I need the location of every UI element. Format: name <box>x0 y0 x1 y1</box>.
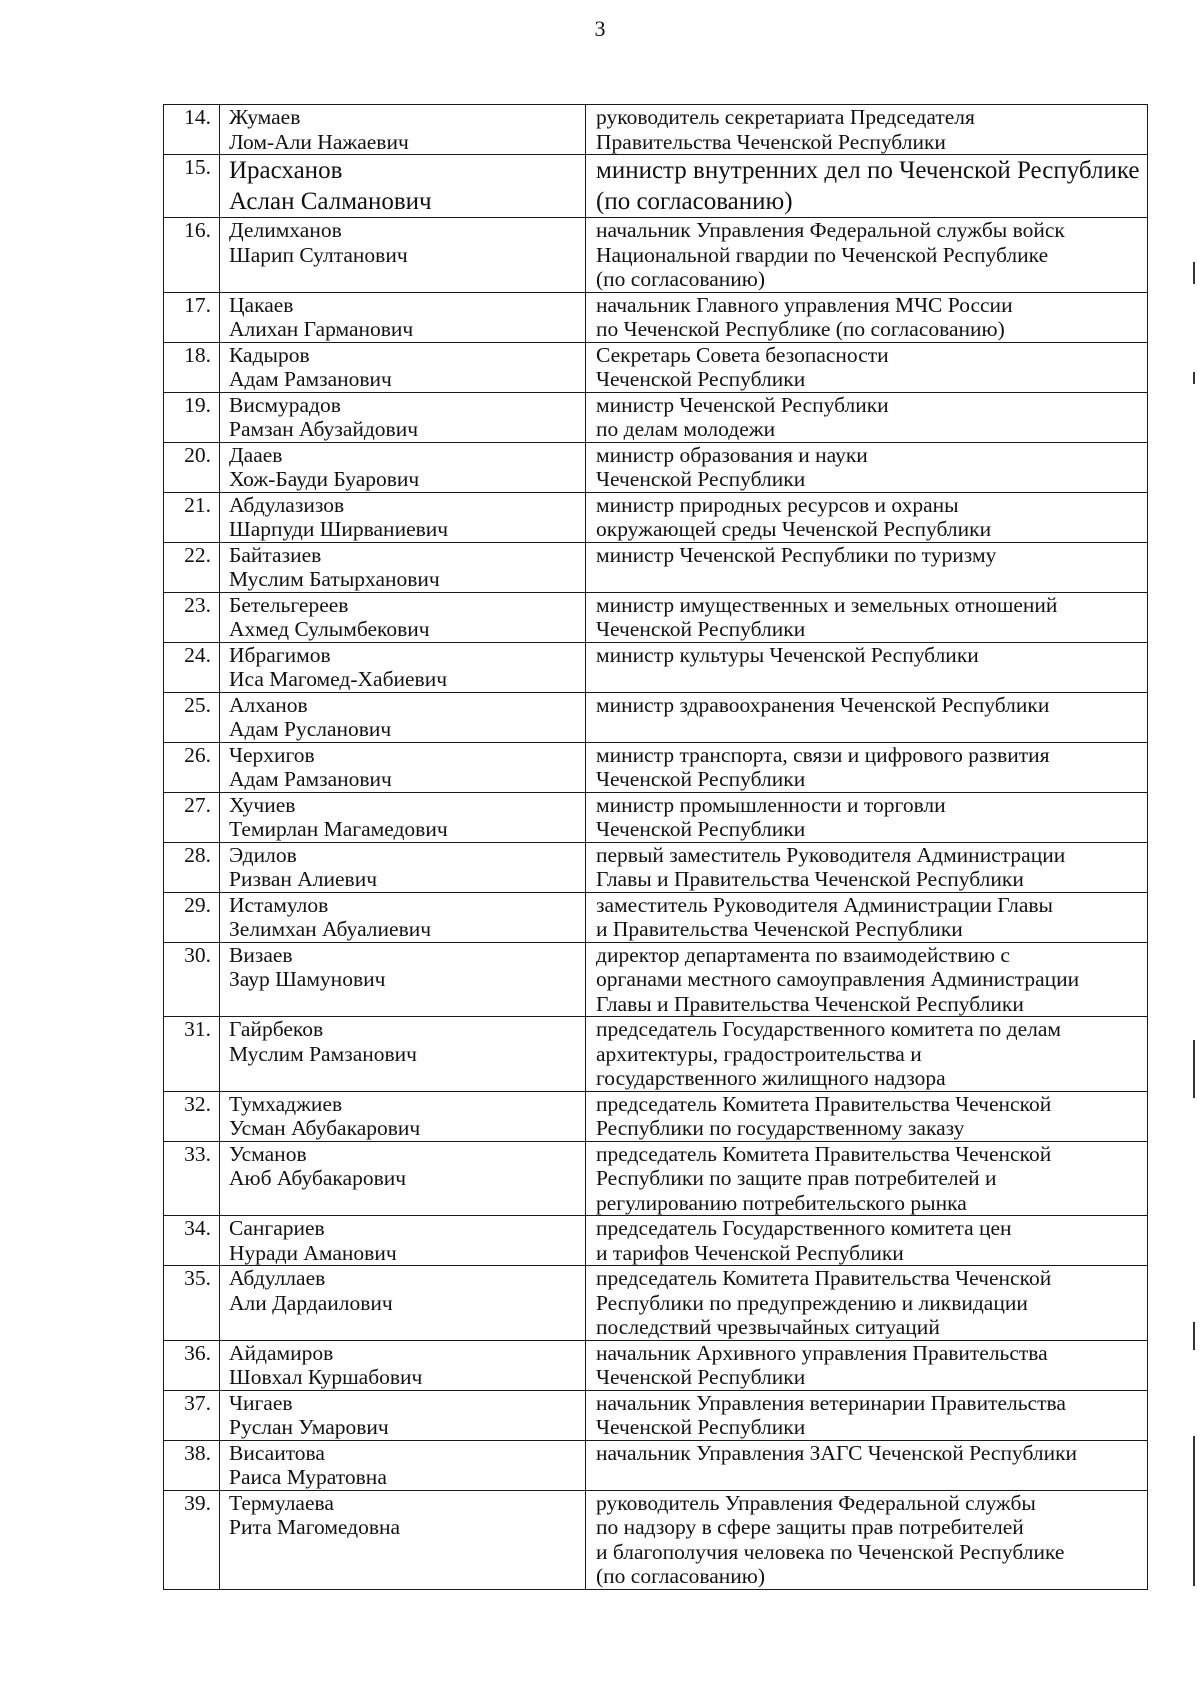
member-given-names: Ахмед Сулымбекович <box>229 617 430 641</box>
row-number: 33. <box>164 1141 220 1216</box>
position-line: начальник Главного управления МЧС России <box>596 292 1013 317</box>
member-surname: Цакаев <box>229 292 294 317</box>
member-name-cell <box>220 342 586 392</box>
position-line: министр имущественных и земельных отношений <box>596 592 1058 617</box>
table-row <box>164 492 1148 542</box>
member-position-cell <box>586 792 1148 842</box>
member-given-names: Рамзан Абузайдович <box>229 417 419 441</box>
position-line: начальник Управления ЗАГС Чеченской Республики <box>596 1440 1078 1465</box>
position-line: по делам молодежи <box>596 417 776 441</box>
row-number: 39. <box>164 1490 220 1589</box>
member-name-cell <box>220 1091 586 1141</box>
position-line: первый заместитель Руководителя Администрации <box>596 842 1066 867</box>
member-given-names: Аслан Салманович <box>229 188 432 215</box>
member-surname: Жумаев <box>229 105 301 129</box>
position-line: Республики по государственному заказу <box>596 1116 965 1140</box>
position-line: председатель Комитета Правительства Чеченской <box>596 1266 1052 1290</box>
member-position-cell <box>586 1340 1148 1390</box>
member-surname: Тумхаджиев <box>229 1091 343 1116</box>
member-given-names: Хож-Бауди Буарович <box>229 467 420 491</box>
member-given-names: Заур Шамунович <box>229 967 386 991</box>
table-row <box>164 1266 1148 1341</box>
member-name-cell <box>220 1390 586 1440</box>
position-line: органами местного самоуправления Администрации <box>596 967 1080 991</box>
member-given-names: Али Дардаилович <box>229 1290 393 1315</box>
member-position-cell <box>586 218 1148 293</box>
member-given-names: Рита Магомедовна <box>229 1515 401 1539</box>
member-given-names: Темирлан Магамедович <box>229 817 448 841</box>
member-given-names: Шовхал Куршабович <box>229 1365 423 1389</box>
member-position-cell <box>586 742 1148 792</box>
position-line: директор департамента по взаимодействию с <box>596 942 1010 967</box>
table-row <box>164 392 1148 442</box>
member-name-cell <box>220 155 586 218</box>
table-row <box>164 642 1148 692</box>
member-name-cell <box>220 1216 586 1266</box>
row-number: 28. <box>164 842 220 892</box>
member-name-cell <box>220 292 586 342</box>
member-position-cell <box>586 692 1148 742</box>
table-row <box>164 292 1148 342</box>
member-surname: Ибрагимов <box>229 642 331 667</box>
member-surname: Кадыров <box>229 342 310 367</box>
member-surname: Черхигов <box>229 742 315 767</box>
member-name-cell <box>220 392 586 442</box>
position-line: Секретарь Совета безопасности <box>596 342 889 367</box>
position-line: Чеченской Республики <box>596 617 806 641</box>
member-surname: Истамулов <box>229 892 329 917</box>
position-line: Чеченской Республики <box>596 1415 806 1439</box>
table-row <box>164 1440 1148 1490</box>
row-number: 24. <box>164 642 220 692</box>
position-line: (по согласованию) <box>596 267 766 291</box>
table-row <box>164 742 1148 792</box>
position-line: Чеченской Республики <box>596 817 806 841</box>
row-number: 20. <box>164 442 220 492</box>
member-position-cell <box>586 1440 1148 1490</box>
row-number: 22. <box>164 542 220 592</box>
member-position-cell <box>586 292 1148 342</box>
position-line: Национальной гвардии по Чеченской Республике <box>596 242 1049 267</box>
position-line: министр культуры Чеченской Республики <box>596 642 979 667</box>
member-given-names: Усман Абубакарович <box>229 1116 421 1140</box>
member-surname: Хучиев <box>229 792 296 817</box>
row-number: 29. <box>164 892 220 942</box>
position-line: государственного жилищного надзора <box>596 1066 946 1090</box>
row-number: 38. <box>164 1440 220 1490</box>
table-row <box>164 1216 1148 1266</box>
position-line: Главы и Правительства Чеченской Республики <box>596 867 1024 891</box>
position-line: заместитель Руководителя Администрации Главы <box>596 892 1053 917</box>
row-number: 17. <box>164 292 220 342</box>
table-row <box>164 1141 1148 1216</box>
member-given-names: Муслим Батырханович <box>229 567 440 591</box>
member-given-names: Адам Рамзанович <box>229 767 392 791</box>
position-line: (по согласованию) <box>596 1564 766 1588</box>
member-position-cell <box>586 1141 1148 1216</box>
position-line: Чеченской Республики <box>596 467 806 491</box>
member-given-names: Зелимхан Абуалиевич <box>229 917 432 941</box>
member-given-names: Нуради Аманович <box>229 1240 397 1265</box>
member-surname: Байтазиев <box>229 542 322 567</box>
member-given-names: Муслим Рамзанович <box>229 1041 417 1066</box>
row-number: 18. <box>164 342 220 392</box>
row-number: 21. <box>164 492 220 542</box>
position-line: руководитель секретариата Председателя <box>596 105 975 129</box>
table-row <box>164 442 1148 492</box>
member-position-cell <box>586 592 1148 642</box>
member-position-cell <box>586 392 1148 442</box>
member-name-cell <box>220 1017 586 1092</box>
member-given-names: Адам Рамзанович <box>229 367 392 391</box>
member-position-cell <box>586 642 1148 692</box>
position-line: регулированию потребительского рынка <box>596 1190 967 1215</box>
members-table <box>163 104 1148 1590</box>
position-line: и Правительства Чеченской Республики <box>596 917 963 941</box>
member-surname: Висаитова <box>229 1440 325 1465</box>
member-name-cell <box>220 842 586 892</box>
table-row <box>164 105 1148 155</box>
member-surname: Усманов <box>229 1141 307 1166</box>
position-line: руководитель Управления Федеральной службы <box>596 1490 1036 1515</box>
position-line: министр транспорта, связи и цифрового развития <box>596 742 1050 767</box>
member-position-cell <box>586 1216 1148 1266</box>
member-given-names: Шарип Султанович <box>229 242 408 267</box>
member-position-cell <box>586 542 1148 592</box>
table-row <box>164 942 1148 1017</box>
position-line: последствий чрезвычайных ситуаций <box>596 1315 940 1339</box>
position-line: Республики по защите прав потребителей и <box>596 1166 997 1190</box>
member-name-cell <box>220 1440 586 1490</box>
position-line: начальник Управления Федеральной службы войск <box>596 218 1065 242</box>
table-row <box>164 218 1148 293</box>
member-position-cell <box>586 892 1148 942</box>
table-row <box>164 892 1148 942</box>
position-line: и благополучия человека по Чеченской Республике <box>596 1539 1065 1564</box>
row-number: 31. <box>164 1017 220 1092</box>
table-row <box>164 342 1148 392</box>
member-position-cell <box>586 1017 1148 1092</box>
row-number: 16. <box>164 218 220 293</box>
table-row <box>164 1390 1148 1440</box>
members-table-body <box>164 105 1148 1590</box>
member-position-cell <box>586 842 1148 892</box>
member-name-cell <box>220 792 586 842</box>
scan-edge-mark <box>1193 1040 1195 1098</box>
member-position-cell <box>586 155 1148 218</box>
member-position-cell <box>586 492 1148 542</box>
position-line: председатель Государственного комитета по делам <box>596 1017 1061 1041</box>
position-line: Чеченской Республики <box>596 367 806 391</box>
member-surname: Висмурадов <box>229 392 341 417</box>
member-given-names: Ризван Алиевич <box>229 867 378 891</box>
member-surname: Бетельгереев <box>229 592 349 617</box>
row-number: 30. <box>164 942 220 1017</box>
row-number: 14. <box>164 105 220 155</box>
position-line: Главы и Правительства Чеченской Республики <box>596 991 1024 1016</box>
member-surname: Гайрбеков <box>229 1017 324 1041</box>
position-line: министр здравоохранения Чеченской Республики <box>596 692 1050 717</box>
member-given-names: Лом-Али Нажаевич <box>229 129 409 154</box>
table-row <box>164 792 1148 842</box>
row-number: 34. <box>164 1216 220 1266</box>
position-line: председатель Комитета Правительства Чеченской <box>596 1091 1052 1116</box>
member-position-cell <box>586 942 1148 1017</box>
position-line: министр природных ресурсов и охраны <box>596 492 959 517</box>
member-name-cell <box>220 1266 586 1341</box>
position-line: Правительства Чеченской Республики <box>596 129 946 154</box>
member-surname: Делимханов <box>229 218 342 242</box>
row-number: 25. <box>164 692 220 742</box>
member-name-cell <box>220 1490 586 1589</box>
position-line: начальник Архивного управления Правительства <box>596 1340 1048 1365</box>
position-line: министр образования и науки <box>596 442 868 467</box>
position-line: Чеченской Республики <box>596 767 806 791</box>
member-position-cell <box>586 1490 1148 1589</box>
table-row <box>164 692 1148 742</box>
member-position-cell <box>586 1266 1148 1341</box>
member-given-names: Иса Магомед-Хабиевич <box>229 667 448 691</box>
member-surname: Визаев <box>229 942 293 967</box>
row-number: 35. <box>164 1266 220 1341</box>
member-name-cell <box>220 742 586 792</box>
table-row <box>164 842 1148 892</box>
member-name-cell <box>220 1340 586 1390</box>
member-name-cell <box>220 218 586 293</box>
member-given-names: Руслан Умарович <box>229 1415 389 1439</box>
position-line: министр Чеченской Республики <box>596 392 889 417</box>
member-surname: Абдуллаев <box>229 1266 326 1290</box>
position-line: окружающей среды Чеченской Республики <box>596 517 992 541</box>
row-number: 32. <box>164 1091 220 1141</box>
table-row <box>164 1091 1148 1141</box>
row-number: 26. <box>164 742 220 792</box>
row-number: 27. <box>164 792 220 842</box>
position-line: по Чеченской Республике (по согласованию) <box>596 317 1005 341</box>
table-row <box>164 542 1148 592</box>
position-line: министр промышленности и торговли <box>596 792 946 817</box>
member-position-cell <box>586 1091 1148 1141</box>
member-given-names: Шарпуди Ширваниевич <box>229 517 449 541</box>
member-name-cell <box>220 542 586 592</box>
member-name-cell <box>220 492 586 542</box>
member-surname: Алханов <box>229 692 308 717</box>
member-name-cell <box>220 105 586 155</box>
position-line: председатель Комитета Правительства Чеченской <box>596 1141 1052 1166</box>
member-position-cell <box>586 442 1148 492</box>
table-row <box>164 155 1148 218</box>
member-surname: Чигаев <box>229 1390 293 1415</box>
member-name-cell <box>220 642 586 692</box>
member-given-names: Раиса Муратовна <box>229 1465 387 1489</box>
member-surname: Ирасханов <box>229 157 343 184</box>
position-line: начальник Управления ветеринарии Правительства <box>596 1390 1066 1415</box>
member-surname: Абдулазизов <box>229 492 345 517</box>
table-row <box>164 1340 1148 1390</box>
position-line: по надзору в сфере защиты прав потребителей <box>596 1515 1024 1539</box>
member-name-cell <box>220 1141 586 1216</box>
row-number: 37. <box>164 1390 220 1440</box>
position-line: председатель Государственного комитета цен <box>596 1216 1012 1240</box>
scan-edge-mark <box>1193 372 1195 384</box>
row-number: 19. <box>164 392 220 442</box>
member-given-names: Адам Русланович <box>229 717 392 741</box>
scan-edge-mark <box>1193 1436 1195 1586</box>
scan-edge-mark <box>1193 1322 1195 1350</box>
member-name-cell <box>220 442 586 492</box>
member-given-names: Аюб Абубакарович <box>229 1166 407 1190</box>
table-row <box>164 1017 1148 1092</box>
member-surname: Дааев <box>229 442 283 467</box>
position-line: Республики по предупреждению и ликвидации <box>596 1290 1028 1315</box>
member-position-cell <box>586 1390 1148 1440</box>
member-surname: Сангариев <box>229 1216 325 1240</box>
row-number: 23. <box>164 592 220 642</box>
position-line: и тарифов Чеченской Республики <box>596 1240 904 1265</box>
member-name-cell <box>220 592 586 642</box>
member-position-cell <box>586 105 1148 155</box>
member-surname: Термулаева <box>229 1490 334 1515</box>
position-line: Чеченской Республики <box>596 1365 806 1389</box>
member-given-names: Алихан Гарманович <box>229 317 414 341</box>
position-line: архитектуры, градостроительства и <box>596 1041 922 1066</box>
row-number: 15. <box>164 155 220 218</box>
member-surname: Айдамиров <box>229 1340 334 1365</box>
row-number: 36. <box>164 1340 220 1390</box>
member-name-cell <box>220 892 586 942</box>
position-line: министр Чеченской Республики по туризму <box>596 542 997 567</box>
scan-edge-mark <box>1193 262 1195 284</box>
member-position-cell <box>586 342 1148 392</box>
table-row <box>164 592 1148 642</box>
member-surname: Эдилов <box>229 842 297 867</box>
member-name-cell <box>220 942 586 1017</box>
position-line: (по согласованию) <box>596 188 793 215</box>
page-number: 3 <box>594 16 606 41</box>
position-line: министр внутренних дел по Чеченской Республике <box>596 157 1140 184</box>
member-name-cell <box>220 692 586 742</box>
table-row <box>164 1490 1148 1589</box>
